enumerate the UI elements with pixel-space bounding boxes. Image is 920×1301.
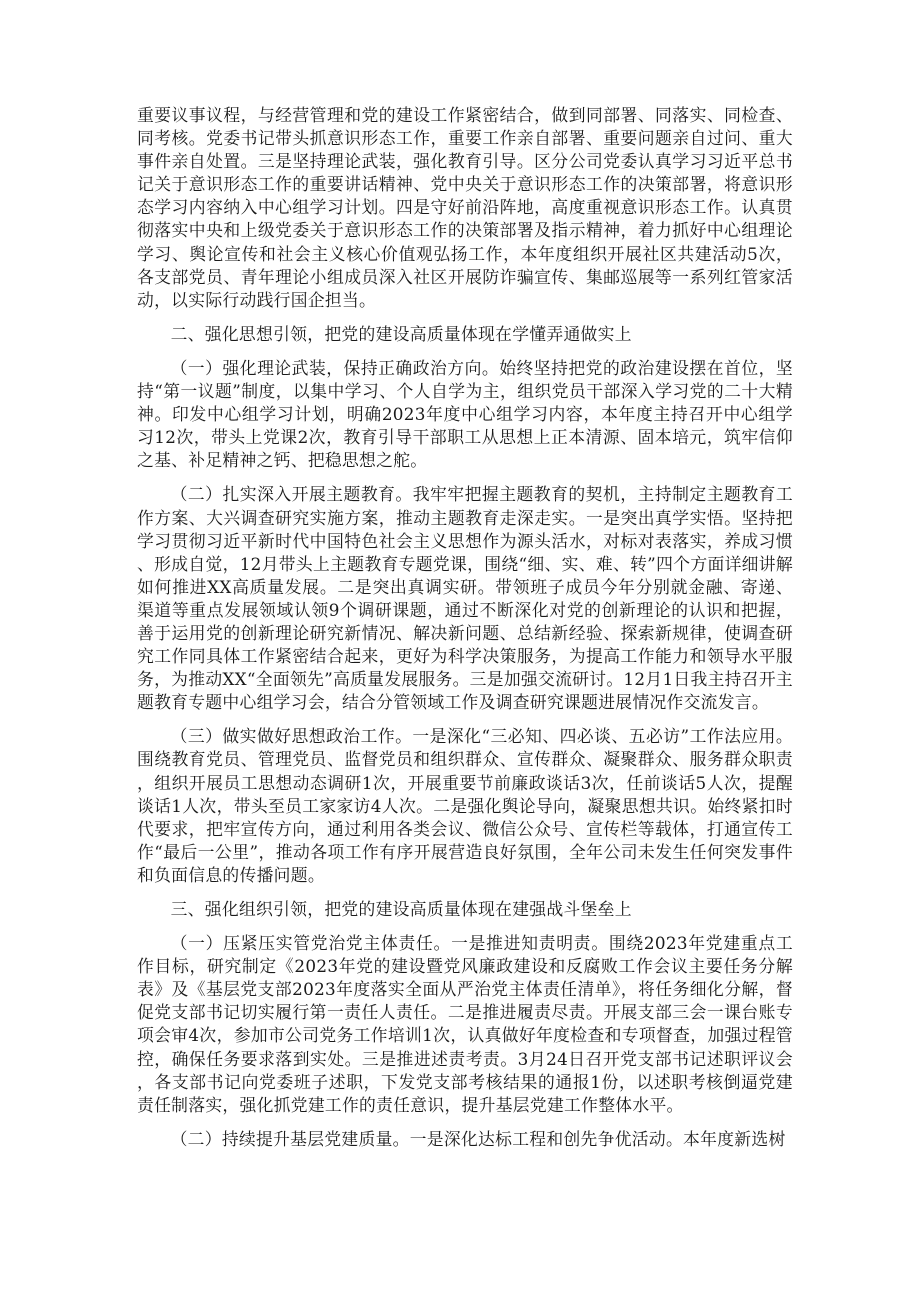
paragraph-grassroots-quality: （二）持续提升基层党建质量。一是深化达标工程和创先争优活动。本年度新选树 bbox=[170, 1128, 786, 1149]
paragraph-party-responsibility: （一）压紧压实管党治党主体责任。一是推进知责明责。围绕2023年党建重点工作目标，研究制定《2023年党的建设暨党风廉政建设和反腐败工作会议主要任务分解表》及《基层党支部2023年度落实全面从严治党主体责任清单》，将任务细化分解，督促党支部书记切实履行第一责任人责任。二是推进履责尽责。开展支部三会一课台账专项会审4次，参加市公司党务工作培训1次，认真做好年度检查和专项督查，加强过程管控，确保任务要求落到实处。三是推进述责考责。3月24日召开党支部书记述职评议会，各支部书记向党委班子述职，下发党支部考核结果的通报1份，以述职考核倒逼党建责任制落实，强化抓党建工作的责任意识，提升基层党建工作整体水平。 bbox=[137, 933, 793, 1115]
section-heading-3: 三、强化组织引领，把党的建设高质量体现在建强战斗堡垒上 bbox=[170, 899, 632, 919]
document-body bbox=[137, 104, 793, 1162]
paragraph-political-work: （三）做实做好思想政治工作。一是深化“三必知、四必谈、五必访”工作法应用。围绕教育党员、管理党员、监督党员和组织群众、宣传群众、凝聚群众、服务群众职责，组织开展员工思想动态调研1次，开展重要节前廉政谈话3次，任前谈话5人次，提醒谈话1人次，带头至员工家家访4人次。二是强化舆论导向，凝聚思想共识。始终紧扣时代要求，把牢宣传方向，通过利用各类会议、微信公众号、宣传栏等载体，打通宣传工作“最后一公里”，推动各项工作有序开展营造良好氛围，全年公司未发生任何突发事件和负面信息的传播问题。 bbox=[137, 726, 793, 885]
section-heading-2: 二、强化思想引领，把党的建设高质量体现在学懂弄通做实上 bbox=[170, 323, 632, 344]
paragraph-theme-education: （二）扎实深入开展主题教育。我牢牢把握主题教育的契机，主持制定主题教育工作方案、大兴调查研究实施方案，推动主题教育走深走实。一是突出真学实悟。坚持把学习贯彻习近平新时代中国特色社会主义思想作为源头活水，对标对表落实，养成习惯、形成自觉，12月带头上主题教育专题党课，围绕“细、实、难、转”四个方面详细讲解如何推进XX高质量发展。二是突出真调实研。带领班子成员今年分别就金融、寄递、渠道等重点发展领域认领9个调研课题，通过不断深化对党的创新理论的认识和把握，善于运用党的创新理论研究新情况、解决新问题、总结新经验、探索新规律，使调查研究工作同具体工作紧密结合起来，更好为科学决策服务，为提高工作能力和领导水平服务，为推动XX“全面领先”高质量发展服务。三是加强交流研讨。12月1日我主持召开主题教育专题中心组学习会，结合分管领域工作及调查研究课题进展情况作交流发言。 bbox=[137, 484, 793, 713]
paragraph-ideology-work: 重要议事议程，与经营管理和党的建设工作紧密结合，做到同部署、同落实、同检查、同考核。党委书记带头抓意识形态工作，重要工作亲自部署、重要问题亲自过问、重大事件亲自处置。三是坚持理论武装，强化教育引导。区分公司党委认真学习习近平总书记关于意识形态工作的重要讲话精神、党中央关于意识形态工作的决策部署，将意识形态学习内容纳入中心组学习计划。四是守好前沿阵地，高度重视意识形态工作。认真贯彻落实中央和上级党委关于意识形态工作的决策部署及指示精神，着力抓好中心组理论学习、舆论宣传和社会主义核心价值观弘扬工作，本年度组织开展社区共建活动5次，各支部党员、青年理论小组成员深入社区开展防诈骗宣传、集邮巡展等一系列红管家活动，以实际行动践行国企担当。 bbox=[137, 105, 793, 310]
paragraph-theory-armament: （一）强化理论武装，保持正确政治方向。始终坚持把党的政治建设摆在首位，坚持“第一议题”制度，以集中学习、个人自学为主，组织党员干部深入学习党的二十大精神。印发中心组学习计划，明确2023年度中心组学习内容，本年度主持召开中心组学习12次，带头上党课2次，教育引导干部职工从思想上正本清源、固本培元，筑牢信仰之基、补足精神之钙、把稳思想之舵。 bbox=[137, 357, 793, 471]
